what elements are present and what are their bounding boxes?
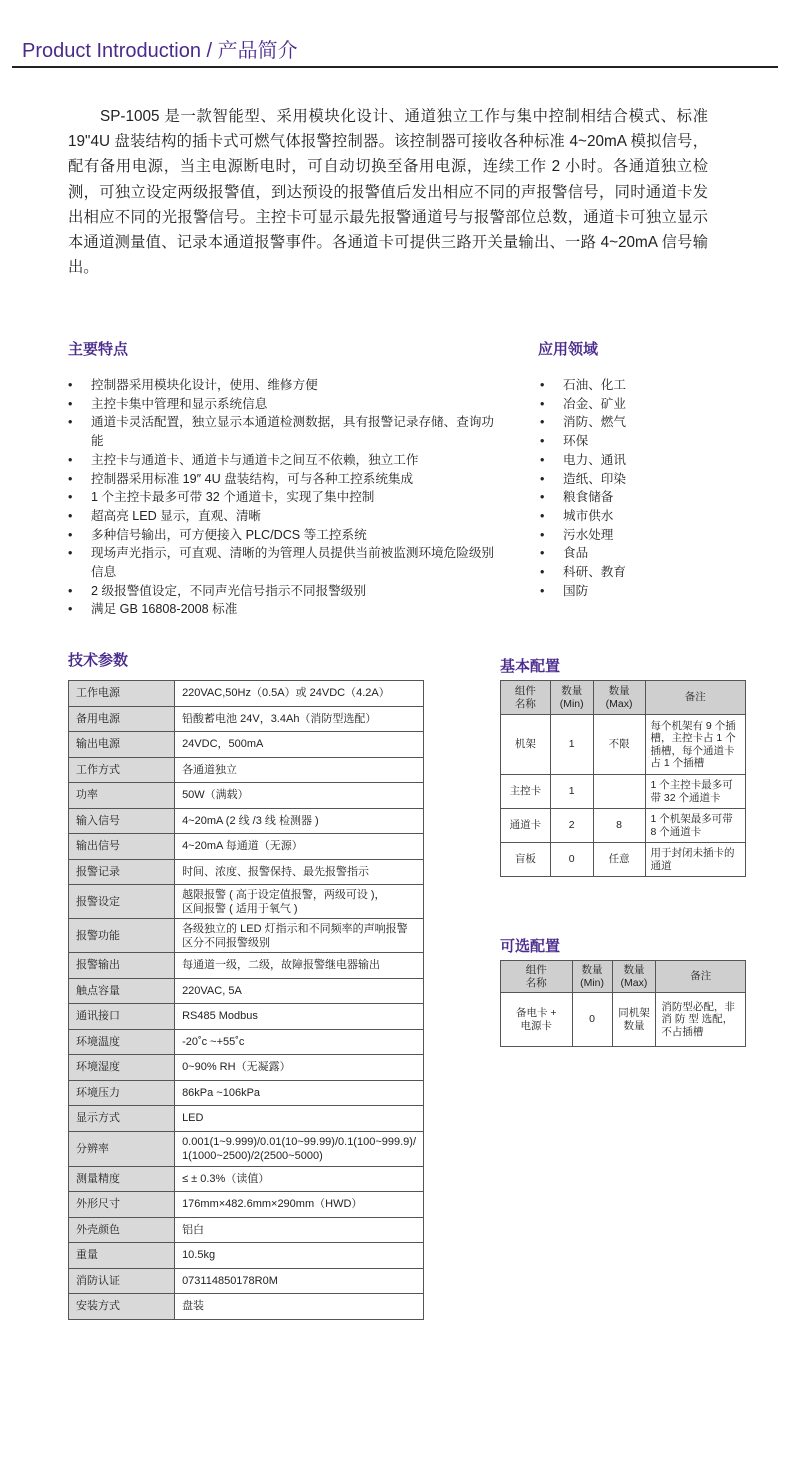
spec-label: 安装方式: [69, 1294, 175, 1320]
config-cell: [593, 775, 645, 809]
feature-item: • 通道卡灵活配置，独立显示本通道检测数据，具有报警记录存储、查询功能: [68, 413, 504, 450]
feature-item: • 现场声光指示，可直观、清晰的为管理人员提供当前被监测环境危险级别信息: [68, 544, 504, 581]
application-item: • 粮食储备: [540, 488, 720, 507]
feature-item: • 满足 GB 16808-2008 标准: [68, 600, 504, 619]
spec-label: 报警设定: [69, 885, 175, 919]
config-header-cell: 数量 (Min): [550, 681, 593, 715]
application-item: • 造纸、印染: [540, 470, 720, 489]
spec-row: [69, 706, 424, 732]
spec-label: 输出电源: [69, 732, 175, 758]
spec-label: 环境温度: [69, 1029, 175, 1055]
spec-row: [69, 1243, 424, 1269]
application-item: • 城市供水: [540, 507, 720, 526]
application-item: • 消防、燃气: [540, 413, 720, 432]
intro-paragraph: SP-1005 是一款智能型、采用模块化设计、通道独立工作与集中控制相结合模式、标准 19"4U 盘装结构的插卡式可燃气体报警控制器。该控制器可接收各种标准 4~20mA 模拟信号，配有备用电源，当主电源断电时，可自动切换至备用电源，连续工作 2 小时。各通道独立检测，可独立设定两级报警值，到达预设的报警值后发出相应不同的声报警信号，同时通道卡发出相应不同的光报警信号。主控卡可显示最先报警通道号与报警部位总数，通道卡可独立显示本通道测量值、记录本通道报警事件。各通道卡可提供三路开关量输出、一路 4~20mA 信号输出。: [68, 108, 708, 277]
spec-label: 测量精度: [69, 1166, 175, 1192]
spec-value: 0~90% RH（无凝露）: [175, 1055, 424, 1081]
features-title: 主要特点: [68, 341, 129, 358]
spec-label: 报警输出: [69, 953, 175, 979]
spec-value: 50W（满载）: [175, 783, 424, 809]
specs-table: [68, 680, 424, 1320]
spec-value: 4~20mA 每通道（无源）: [175, 834, 424, 860]
spec-label: 备用电源: [69, 706, 175, 732]
spec-label: 输出信号: [69, 834, 175, 860]
config-row: [501, 843, 746, 877]
config-cell: 盲板: [501, 843, 551, 877]
spec-value: 铅酸蓄电池 24V，3.4Ah（消防型选配）: [175, 706, 424, 732]
spec-value: RS485 Modbus: [175, 1004, 424, 1030]
optional-config-title: 可选配置: [500, 938, 561, 955]
spec-value: 220VAC,50Hz（0.5A）或 24VDC（4.2A）: [175, 681, 424, 707]
spec-value: 越限报警 ( 高于设定值报警，两级可设 )， 区间报警 ( 适用于氧气 ): [175, 885, 424, 919]
spec-label: 通讯接口: [69, 1004, 175, 1030]
spec-value: -20˚c ~+55˚c: [175, 1029, 424, 1055]
config-cell: 每个机架有 9 个插槽，主控卡占 1 个插槽，每个通道卡占 1 个插槽: [645, 715, 745, 775]
application-item: • 食品: [540, 544, 720, 563]
config-header-cell: 数量 (Max): [612, 961, 656, 993]
config-header-cell: 组件 名称: [501, 961, 573, 993]
features-list: [68, 376, 504, 619]
feature-item: • 2 级报警值设定，不同声光信号指示不同报警级别: [68, 582, 504, 601]
spec-value: 铝白: [175, 1217, 424, 1243]
spec-label: 功率: [69, 783, 175, 809]
spec-row: [69, 1106, 424, 1132]
application-item: • 环保: [540, 432, 720, 451]
config-header-cell: 组件 名称: [501, 681, 551, 715]
config-cell: 备电卡 + 电源卡: [501, 993, 573, 1047]
config-cell: 0: [550, 843, 593, 877]
spec-row: [69, 978, 424, 1004]
config-header-cell: 备注: [656, 961, 746, 993]
config-cell: 1: [550, 715, 593, 775]
config-cell: 0: [572, 993, 612, 1047]
spec-label: 环境压力: [69, 1080, 175, 1106]
feature-item: • 控制器采用标准 19″ 4U 盘装结构，可与各种工控系统集成: [68, 470, 504, 489]
spec-label: 环境湿度: [69, 1055, 175, 1081]
spec-row: [69, 681, 424, 707]
spec-row: [69, 1192, 424, 1218]
config-cell: 1 个主控卡最多可带 32 个通道卡: [645, 775, 745, 809]
spec-row: [69, 1131, 424, 1166]
spec-label: 触点容量: [69, 978, 175, 1004]
feature-item: • 超高亮 LED 显示，直观、清晰: [68, 507, 504, 526]
spec-value: 各级独立的 LED 灯指示和不同频率的声响报警区分不同报警级别: [175, 919, 424, 953]
spec-value: LED: [175, 1106, 424, 1132]
spec-label: 报警记录: [69, 859, 175, 885]
spec-row: [69, 757, 424, 783]
feature-item: • 主控卡与通道卡、通道卡与通道卡之间互不依赖，独立工作: [68, 451, 504, 470]
spec-row: [69, 953, 424, 979]
spec-row: [69, 1217, 424, 1243]
spec-value: 24VDC，500mA: [175, 732, 424, 758]
config-row: [501, 809, 746, 843]
config-cell: 任意: [593, 843, 645, 877]
spec-row: [69, 732, 424, 758]
spec-row: [69, 834, 424, 860]
spec-row: [69, 859, 424, 885]
config-header-row: [501, 681, 746, 715]
application-item: • 石油、化工: [540, 376, 720, 395]
basic-config-title: 基本配置: [500, 658, 561, 675]
config-cell: 8: [593, 809, 645, 843]
spec-value: 0.001(1~9.999)/0.01(10~99.99)/0.1(100~999.9)/ 1(1000~2500)/2(2500~5000): [175, 1131, 424, 1166]
page-header-title: Product Introduction / 产品简介: [22, 40, 298, 62]
spec-row: [69, 1029, 424, 1055]
spec-row: [69, 885, 424, 919]
config-row: [501, 775, 746, 809]
spec-value: 176mm×482.6mm×290mm（HWD）: [175, 1192, 424, 1218]
config-cell: 1 个机架最多可带 8 个通道卡: [645, 809, 745, 843]
applications-title: 应用领域: [538, 341, 599, 358]
specs-title: 技术参数: [68, 652, 129, 669]
spec-value: 盘装: [175, 1294, 424, 1320]
config-header-cell: 数量 (Max): [593, 681, 645, 715]
spec-value: 86kPa ~106kPa: [175, 1080, 424, 1106]
spec-value: ≤ ± 0.3%（读值）: [175, 1166, 424, 1192]
feature-item: • 多种信号输出，可方便接入 PLC/DCS 等工控系统: [68, 526, 504, 545]
spec-label: 分辨率: [69, 1131, 175, 1166]
config-row: [501, 715, 746, 775]
spec-value: 220VAC, 5A: [175, 978, 424, 1004]
config-cell: 2: [550, 809, 593, 843]
spec-row: [69, 1080, 424, 1106]
config-cell: 主控卡: [501, 775, 551, 809]
config-cell: 1: [550, 775, 593, 809]
spec-value: 各通道独立: [175, 757, 424, 783]
spec-row: [69, 1055, 424, 1081]
applications-list: [540, 376, 720, 600]
optional-config-table: [500, 960, 746, 1047]
feature-item: • 主控卡集中管理和显示系统信息: [68, 395, 504, 414]
application-item: • 污水处理: [540, 526, 720, 545]
header-divider: [12, 66, 778, 68]
spec-value: 073114850178R0M: [175, 1268, 424, 1294]
config-cell: 不限: [593, 715, 645, 775]
spec-label: 外形尺寸: [69, 1192, 175, 1218]
spec-row: [69, 919, 424, 953]
config-cell: 同机架 数量: [612, 993, 656, 1047]
spec-row: [69, 1268, 424, 1294]
config-cell: 消防型必配，非 消 防 型 选配，不占插槽: [656, 993, 746, 1047]
spec-value: 每通道一级，二级，故障报警继电器输出: [175, 953, 424, 979]
spec-label: 报警功能: [69, 919, 175, 953]
spec-label: 工作电源: [69, 681, 175, 707]
spec-row: [69, 1294, 424, 1320]
config-cell: 机架: [501, 715, 551, 775]
config-cell: 通道卡: [501, 809, 551, 843]
feature-item: • 控制器采用模块化设计，使用、维修方便: [68, 376, 504, 395]
spec-value: 4~20mA (2 线 /3 线 检测器 ): [175, 808, 424, 834]
basic-config-table: [500, 680, 746, 877]
application-item: • 科研、教育: [540, 563, 720, 582]
spec-label: 显示方式: [69, 1106, 175, 1132]
spec-label: 工作方式: [69, 757, 175, 783]
config-cell: 用于封闭未插卡的通道: [645, 843, 745, 877]
spec-row: [69, 1004, 424, 1030]
config-row: [501, 993, 746, 1047]
spec-row: [69, 783, 424, 809]
spec-label: 外壳颜色: [69, 1217, 175, 1243]
spec-value: 10.5kg: [175, 1243, 424, 1269]
spec-label: 重量: [69, 1243, 175, 1269]
config-header-cell: 数量 (Min): [572, 961, 612, 993]
spec-label: 消防认证: [69, 1268, 175, 1294]
config-header-row: [501, 961, 746, 993]
spec-row: [69, 808, 424, 834]
application-item: • 国防: [540, 582, 720, 601]
spec-row: [69, 1166, 424, 1192]
config-header-cell: 备注: [645, 681, 745, 715]
feature-item: • 1 个主控卡最多可带 32 个通道卡，实现了集中控制: [68, 488, 504, 507]
application-item: • 冶金、矿业: [540, 395, 720, 414]
spec-value: 时间、浓度、报警保持、最先报警指示: [175, 859, 424, 885]
spec-label: 输入信号: [69, 808, 175, 834]
application-item: • 电力、通讯: [540, 451, 720, 470]
